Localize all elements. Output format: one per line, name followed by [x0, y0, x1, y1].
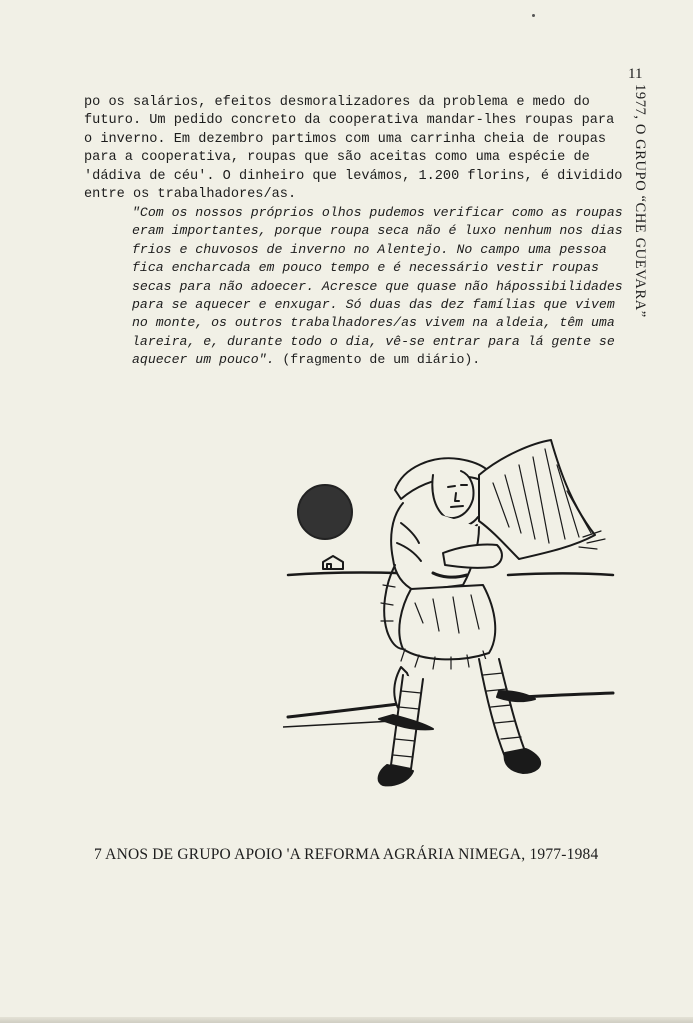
horizon-line	[508, 574, 613, 576]
sun-shape	[298, 485, 352, 539]
quote-text: "Com os nossos próprios olhos pudemos verificar como as roupas eram importantes, porque roupa seca não é luxo nenhum nos dias frios e chuvosos de inverno no Alentejo. No campo uma pessoa fica encharcada em pouco tempo e é necessário vestir roupas secas para não adoecer. Acresce que quase não hápossibilidades para se aquecer e enxugar. Só duas das dez famílias que vivem no monte, os outros trabalhadores/as vivem na aldeia, têm uma lareira, e, durante todo o dia, vê-se entrar para lá gente se aquecer um pouco".	[132, 205, 623, 368]
ground-line	[283, 721, 393, 727]
face-shape	[432, 471, 473, 518]
peasant-illustration	[283, 435, 623, 820]
page-bottom-edge	[0, 1017, 693, 1023]
book-caption: 7 ANOS DE GRUPO APOIO 'A REFORMA AGRÁRIA NIMEGA, 1977-1984	[94, 846, 599, 863]
ground-line	[523, 693, 613, 697]
body-paragraph: po os salários, efeitos desmoralizadores da problema e medo do futuro. Um pedido concreto da cooperativa mandar-lhes roupas para o inverno. Em dezembro partimos com uma carrinha cheia de roupas para a cooperativa, roupas que são aceitas como uma espécie de 'dádiva de céu'. O dinheiro que levámos, 1.200 florins, é dividido entre os trabalhadores/as.	[84, 95, 623, 203]
ink-speck	[532, 14, 535, 17]
farmhouse-shape	[323, 556, 343, 569]
diary-quote	[132, 204, 624, 370]
sheepskin-shape	[399, 585, 495, 659]
right-shoe-shape	[505, 749, 540, 773]
running-side-header: 1977, O GRUPO “CHE GUEVARA”	[632, 84, 648, 318]
hay-bundle-shape	[479, 440, 595, 559]
quote-source: (fragmento de um diário).	[282, 352, 481, 368]
page-number: 11	[628, 66, 643, 82]
